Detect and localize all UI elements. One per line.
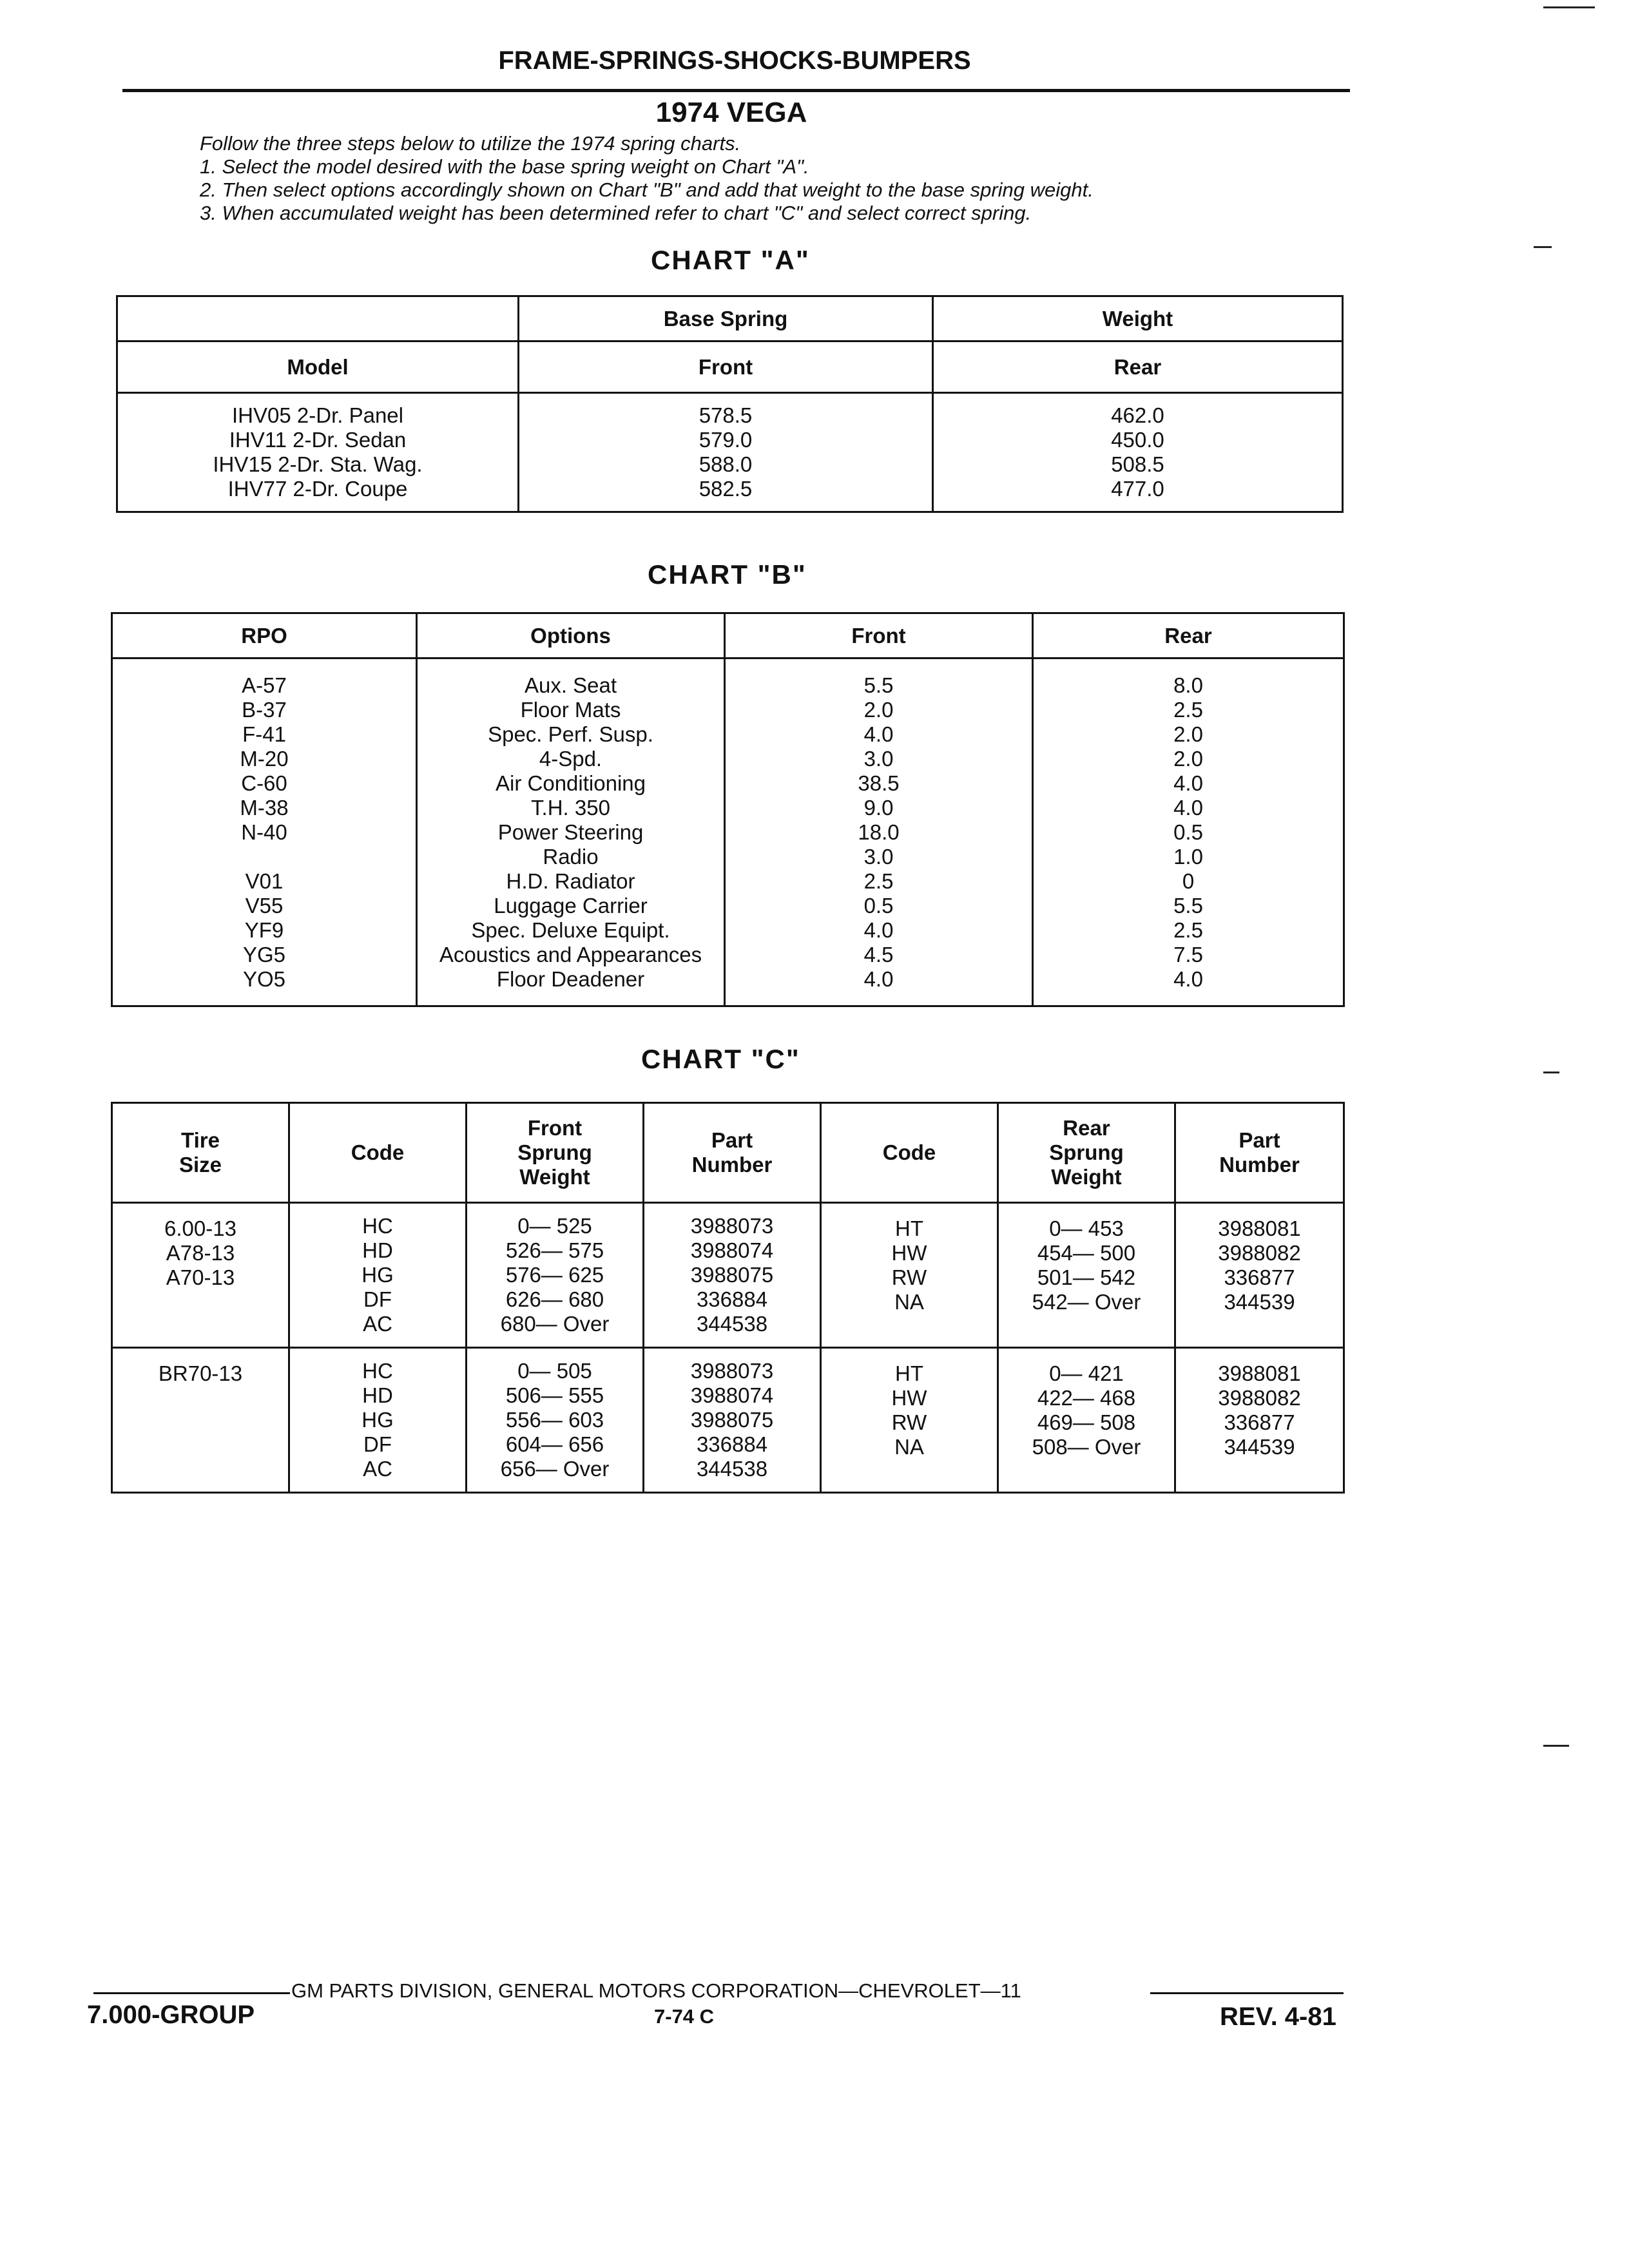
chart-b-header-options: Options	[417, 613, 725, 658]
chart-a-front-values: 578.5 579.0 588.0 582.5	[519, 393, 933, 512]
edge-mark	[1543, 6, 1595, 8]
chart-a-header-rear: Rear	[933, 341, 1343, 393]
chart-a-models: IHV05 2-Dr. Panel IHV11 2-Dr. Sedan IHV15 2-Dr. Sta. Wag. IHV77 2-Dr. Coupe	[117, 393, 519, 512]
chart-b-front-values: 5.5 2.0 4.0 3.0 38.5 9.0 18.0 3.0 2.5 0.5 4.0 4.5 4.0	[725, 658, 1033, 1006]
model-title: 1974 VEGA	[655, 97, 807, 128]
instruction-intro: Follow the three steps below to utilize the 1974 spring charts.	[200, 132, 741, 155]
chart-b-rear-values: 8.0 2.5 2.0 2.0 4.0 4.0 0.5 1.0 0 5.5 2.5 7.5 4.0	[1033, 658, 1344, 1006]
chart-b-header-rear: Rear	[1033, 613, 1344, 658]
chart-c-group-2-rear-code: HT HW RW NA	[821, 1348, 998, 1493]
chart-c-group-1-rear-part: 3988081 3988082 336877 344539	[1175, 1203, 1344, 1348]
chart-c-title: CHART "C"	[641, 1044, 800, 1074]
chart-a-header-blank	[117, 296, 519, 341]
chart-c-group-1-front-weight: 0— 525 526— 575 576— 625 626— 680 680— Over	[467, 1203, 644, 1348]
chart-a-title: CHART "A"	[651, 245, 810, 275]
chart-c-group-2-front-code: HC HD HG DF AC	[289, 1348, 467, 1493]
chart-c-header-rear-code: Code	[821, 1103, 998, 1203]
chart-c-header-front-code: Code	[289, 1103, 467, 1203]
chart-a-header-model: Model	[117, 341, 519, 393]
chart-c-group-2-front-part: 3988073 3988074 3988075 336884 344538	[644, 1348, 821, 1493]
chart-c-table	[111, 1102, 1345, 1494]
edge-mark	[1543, 1745, 1569, 1747]
chart-c-group-1-front-part: 3988073 3988074 3988075 336884 344538	[644, 1203, 821, 1348]
instruction-step-2: 2. Then select options accordingly shown on Chart "B" and add that weight to the base spring weight.	[200, 178, 1094, 201]
chart-c-header-tire-size: Tire Size	[112, 1103, 289, 1203]
edge-mark	[1543, 1072, 1559, 1073]
chart-c-header-rear-part: Part Number	[1175, 1103, 1344, 1203]
footer-revision: REV. 4-81	[1220, 2003, 1336, 2031]
chart-b-options: Aux. Seat Floor Mats Spec. Perf. Susp. 4-Spd. Air Conditioning T.H. 350 Power Steering Radio H.D. Radiator Luggage Carrier Spec. Deluxe Equipt. Acoustics and Appearances Floor Deadener	[417, 658, 725, 1006]
footer-page-number: 7-74 C	[654, 2005, 715, 2028]
footer-rule-right	[1150, 1992, 1344, 1994]
chart-b-rpo-codes: A-57 B-37 F-41 M-20 C-60 M-38 N-40 V01 V55 YF9 YG5 YO5	[112, 658, 417, 1006]
chart-c-group-1-tire: 6.00-13 A78-13 A70-13	[112, 1203, 289, 1348]
chart-a-header-base-spring: Base Spring	[519, 296, 933, 341]
footer-group: 7.000-GROUP	[87, 2001, 255, 2029]
instruction-step-1: 1. Select the model desired with the base spring weight on Chart "A".	[200, 155, 809, 178]
chart-a-header-weight: Weight	[933, 296, 1343, 341]
chart-c-header-front-part: Part Number	[644, 1103, 821, 1203]
footer-division: GM PARTS DIVISION, GENERAL MOTORS CORPORATION—CHEVROLET—11	[291, 1979, 1021, 2002]
footer-rule-left	[93, 1992, 290, 1994]
chart-c-header-rear-weight: Rear Sprung Weight	[998, 1103, 1175, 1203]
edge-mark	[1534, 246, 1552, 248]
chart-a-table	[116, 295, 1344, 513]
chart-c-group-1-front-code: HC HD HG DF AC	[289, 1203, 467, 1348]
chart-a-rear-values: 462.0 450.0 508.5 477.0	[933, 393, 1343, 512]
header-rule	[122, 89, 1350, 92]
chart-c-group-2-rear-weight: 0— 421 422— 468 469— 508 508— Over	[998, 1348, 1175, 1493]
section-title: FRAME-SPRINGS-SHOCKS-BUMPERS	[498, 46, 971, 75]
chart-a-header-front: Front	[519, 341, 933, 393]
chart-c-group-1-rear-weight: 0— 453 454— 500 501— 542 542— Over	[998, 1203, 1175, 1348]
chart-c-group-2-front-weight: 0— 505 506— 555 556— 603 604— 656 656— Over	[467, 1348, 644, 1493]
chart-b-header-rpo: RPO	[112, 613, 417, 658]
chart-c-group-2-rear-part: 3988081 3988082 336877 344539	[1175, 1348, 1344, 1493]
instruction-step-3: 3. When accumulated weight has been determined refer to chart "C" and select correct spring.	[200, 202, 1032, 224]
chart-c-group-1-rear-code: HT HW RW NA	[821, 1203, 998, 1348]
chart-c-header-front-weight: Front Sprung Weight	[467, 1103, 644, 1203]
chart-b-header-front: Front	[725, 613, 1033, 658]
chart-c-group-2-tire: BR70-13	[112, 1348, 289, 1493]
chart-b-table	[111, 612, 1345, 1007]
chart-b-title: CHART "B"	[648, 559, 807, 590]
